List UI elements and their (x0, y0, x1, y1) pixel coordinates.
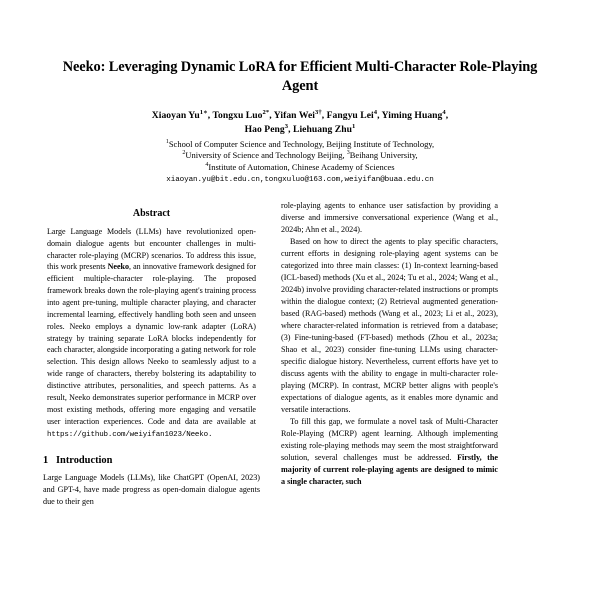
author-name: Fangyu Lei (326, 110, 374, 122)
abstract-heading: Abstract (132, 207, 171, 219)
affiliation-marker: 3 (346, 150, 350, 157)
right-paragraph-task-bold: Firstly, the majority of current role-playing agents are designed to mimic a single character, such (281, 452, 498, 486)
affiliation-marker: 2 (182, 150, 186, 157)
affiliation-line-1 (62, 139, 538, 151)
title-block (0, 0, 600, 184)
author-name: Tongxu Luo (212, 110, 263, 122)
abstract-bold-term: Neeko (107, 262, 130, 272)
author-name: Hao Peng (244, 123, 285, 135)
affiliation-marker: 4 (205, 162, 209, 169)
code-url[interactable]: https://github.com/weiyifan1023/Neeko. (47, 430, 213, 439)
affiliation-line-3 (62, 162, 538, 174)
author-line-2: Hao Peng$^3$, Liehuang Zhu$^1$ (244, 122, 356, 135)
section-title: Introduction (56, 454, 113, 466)
right-paragraph-continuation: role-playing agents to enhance user satisfaction by providing a diverse and immersive conversational experience (Wang et al., 2024b; Ahn et al., 2024). (281, 200, 498, 234)
page-title: Neeko: Leveraging Dynamic LoRA for Efficient Multi-Character Role-Playing Agent (62, 59, 538, 95)
author-affiliation-marker: 1∗ (199, 108, 208, 116)
author-affiliation-marker: 3† (314, 108, 322, 116)
author-affiliation-marker: 4 (442, 108, 446, 116)
introduction-paragraph: Large Language Models (LLMs), like ChatGPT (OpenAI, 2023) and GPT-4, have made progress as open-domain dialogue agents due to their gen (43, 472, 260, 506)
author-affiliation-marker: 4 (373, 108, 378, 116)
author-affiliation-marker: 3 (284, 122, 289, 130)
abstract-text-1: Large Language Models (LLMs) have revolutionized open-domain dialogue agents but encounter challenges in multi-character role-playing (MCRP) scenarios. To address this issue, this work presents (47, 226, 256, 272)
author-emails: xiaoyan.yu@bit.edu.cn,tongxuluo@163.com,weiyifan@buaa.edu.cn (166, 175, 434, 184)
abstract-body (43, 226, 260, 441)
author-line-1: Xiaoyan $Yu^{1∗}$, Tongxu Luo$^{2*}$, Yifan Wei$^{3\dagger}$, Fangyu Lei$^4$, Yiming Huang$^4$, (151, 108, 449, 122)
author-name: Yiming Huang (381, 110, 443, 122)
affiliation-text: University of Science and Technology Beijing, (185, 150, 345, 161)
right-paragraph-task (281, 416, 498, 488)
section-number: 1 (43, 454, 49, 466)
affiliation-marker: 1 (165, 138, 169, 145)
right-paragraph-classes: Based on how to direct the agents to play specific characters, current efforts in designing role-playing agent systems can be categorized into three main classes: (1) In-context learning-based (ICL-based) methods (Xu et al., 2024; Tu et al., 2024; Wang et al., 2024b) involve providing character-related instructions or prompts within the dialogue context; (2) Retrieval augmented generation-based (RAG-based) methods (Wang et al., 2023; Li et al., 2023), where character-related information is retrieved from a database; (3) Fine-tuning-based (FT-based) methods (Zhou et al., 2023a; Shao et al., 2023) consider fine-tuning LLMs using character-specific dialogue history. Nevertheless, current efforts have yet to discuss agents with the ability to engage in multi-character role-playing (MCRP). In contrast, MCRP better aligns with people's expectations of dialogue agents, as it enables more dynamic and versatile interactions. (281, 236, 498, 414)
affiliation-text: Beihang University, (349, 150, 418, 161)
abstract-text-2: , an innovative framework designed for efficient multiple-character role-playing. The proposed framework breaks down the role-playing agent's training process into agent pre-tuning, multiple character playing, and character incremental learning, effectively handling both seen and unseen roles. Neeko employs a dynamic low-rank adapter (LoRA) strategy by training separate LoRA blocks independently for each character, alongside incorporating a gating network for role selection. This design allows Neeko to seamlessly adjust to a wide range of characters, thereby bolstering its adaptability to distinctive attributes, personalities, and speech patterns. As a result, Neeko demonstrates superior performance in MCRP over most existing methods, offering more engaging and versatile user interaction experiences. Code and data are available at (47, 262, 256, 426)
affiliation-list (62, 139, 538, 174)
author-list (62, 109, 538, 136)
author-affiliation-marker: 2* (262, 108, 270, 116)
affiliation-text: Institute of Automation, Chinese Academy of Sciences (208, 161, 395, 172)
abstract-paragraph (47, 226, 256, 441)
author-name: Xiaoyan Yu (151, 110, 200, 122)
body-columns (0, 200, 600, 508)
author-affiliation-marker: 1 (352, 122, 356, 130)
author-name: Yifan Wei (273, 110, 315, 122)
right-column (281, 200, 498, 508)
affiliation-text: School of Computer Science and Technology, Beijing Institute of Technology, (168, 138, 435, 149)
affiliation-line-2 (62, 150, 538, 162)
author-name: Liehuang Zhu (293, 123, 352, 135)
section-heading-introduction (43, 455, 260, 466)
right-paragraph-task-text: To fill this gap, we formulate a novel task of Multi-Character Role-Playing (MCRP) agent learning. Although implementing existing role-playing methods may seem the most straightforward solution, several challenges must be addressed. (281, 416, 498, 462)
left-column (43, 200, 260, 508)
